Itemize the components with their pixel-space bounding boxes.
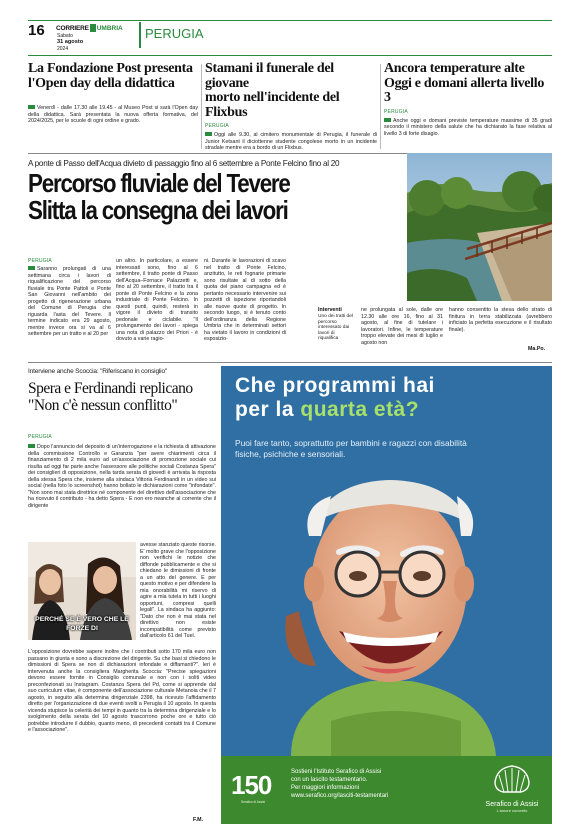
top-story-1-text: Venerdì - dalle 17.30 alle 19.45 - al Museo Post si sarà l'Open day della didattica. Sarà presentata la nuova offerta formativa, del 2024/2025, per le scuole di ogni ordine e grado. [28,105,198,124]
video-screenshot-photo [28,542,136,640]
top-story-2-kicker: PERUGIA [205,123,229,129]
second-text-bottom: L'opposizione dovrebbe sapere inoltre che i contributi sotto 170 mila euro non passano in giunta e sono a discrezione del dirigente. Su che basi si chiedono le dimissioni di Spera se non di dichiarazioni infondate e diffamanti?". Ieri è intervenuta anche la consigliera Margherita Scoccia: "Precise spiegazioni devono essere fornite in Consiglio comunale e non con i soliti video preconfezionati su Instagram. Costanza Spera del Pd, come si apprende dal suo curriculum vitae, è componente dell'associazione culturale Metanoia che il 7 agosto, in seguito alla determina dirigenziale 2398, ha ricevuto l'affidamento diretto per l'organizzazione di due eventi svolti a Perugia il 10 agosto. In questa vicenda stupisce la celerità dei tempi in quanto tra la determina dirigenziale e lo svolgimento della serata del 10 agosto trascorrono poche ore e tutto ciò potrebbe introdurre il dubbio, quanto meno, di precedenti contatti tra il Comune e l'associazione". [28,649,216,733]
second-story [28,364,218,824]
main-col-4: ne prolungata al sole, dalle ore 12.30 alle ore 16, fino al 31 agosto, al fine di tutelare i lavoratori. Infine, le temperature troppo elevate dei mesi di luglio e agosto non [361,307,443,346]
anniversary-150-logo: 150 Serafico di Assisi [231,770,272,804]
main-signature: Ma.Po. [528,346,546,352]
top-story-2 [205,62,377,154]
photo-caption-text: Uno dei tratti del percorso interessato dai lavori di riqualifica [318,314,353,342]
main-story [28,155,552,359]
ad-subtitle: Puoi fare tanto, soprattutto per bambini e ragazzi con disabilità fisiche, psichiche e sensoriali. [235,438,467,459]
top-story-3-text: Anche oggi e domani previste temperature massime di 35 gradi secondo il ministero della salute che ha dichiarato la fase relativa al livello 3 di forte disagio. [384,117,552,137]
second-text-wrap: avesse stanziato queste risorse. E' molto grave che l'opposizione non verifichi le notizie che diffonde pubblicamente e che si chiedano le dimissioni di fronte a un atto del genere. E per questo motivo e per difendere la mia onorabilità mi riservo di agire a mia tutela in tutti i luoghi opportuni, compresi quelli legali". La sindaca ha aggiunto: "Dato che non è mai stata nel direttivo non esiste incompatibilità come previsto dall'articolo 61 del Tuel. [140,542,216,639]
header-day: Sabato [57,33,73,39]
top-story-2-headline: Stamani il funerale del giovane morto nell'incidente del Flixbus [205,61,340,120]
header-date: 31 agosto [57,39,84,45]
serafico-brand-logo: Serafico di Assisi L'amore concreto [477,762,547,820]
main-col-2: un altro. In particolare, a essere interessati sono, fino al 6 settembre, il tratto ponte di Passo dell'Acqua–Fornace Palazzetti e, fino al 20 settembre, il tratto tra il ponte di Ponte Felcino e la zona industriale di Ponte Felcino. In questi punti, quindi, resterà in vigore il divieto di transito pedonale e ciclabile. "Il prolungamento dei lavori - spiega una nota di palazzo dei Priori - è dovuto a varie ragio- [116,258,198,342]
ad-headline: Che programmi hai per la quarta età? [235,374,435,421]
ad-url-link[interactable]: www.serafico.org/lasciti-testamentari [291,793,389,799]
bullet-icon [205,132,212,136]
column-divider [201,64,202,149]
page-header [28,20,552,54]
ad-footer [221,756,552,824]
top-story-1-headline: La Fondazione Post presenta l'Open day della didattica [28,61,193,91]
section-title: PERUGIA [145,26,204,41]
main-col-1: Saranno prolungati di una settimana circa i lavori di riqualificazione del percorso fluviale tra Ponte Pattoli e Ponte San Giovanni nell'ambito del progetto di rigenerazione urbana del Comune di Perugia che riguarda l'asta del Tevere. Il termine indicato era 29 agosto, mentre invece ora si va al 6 settembre per un tratto e al 20 per [28,266,111,337]
top-story-3-headline: Ancora temperature alte Oggi e domani allerta livello 3 [384,61,545,105]
video-caption: PERCHÉ SE È VERO CHE LE FORZE DI [35,616,129,632]
top-story-1 [28,62,198,154]
bullet-icon [28,444,35,448]
serafico-advertisement[interactable] [221,366,552,824]
page-number: 16 [28,22,45,39]
masthead-logo: CORRIERE UMBRIA [56,24,123,32]
river-path-photo [407,153,552,301]
ad-info: Sostieni l'Istituto Serafico di Assisi con un lascito testamentario. Per maggiori informazioni www.serafico.org/lasciti-testamentari [291,768,471,800]
second-headline: Spera e Ferdinandi replicano "Non c'è nessun conflitto" [28,380,193,414]
bullet-icon [28,266,35,270]
section-rule [28,362,552,363]
main-col-5: hanno consentito la stesa dello strato di finitura in terra stabilizzata (avrebbero inficiato la perfetta esecuzione e il risultato finale). [449,307,552,333]
main-headline: Percorso fluviale del Tevere Slitta la consegna dei lavori [28,168,290,225]
second-signature: F.M. [193,817,204,823]
main-overline: A ponte di Passo dell'Acqua divieto di passaggio fino al 6 settembre a Ponte Felcino fino al 20 [28,159,340,168]
smiling-old-man-image [221,466,552,756]
bullet-icon [28,105,35,109]
river-path-illustration [407,153,552,301]
top-story-3 [384,62,552,154]
logo-stripe [90,24,96,32]
second-text-top: Dopo l'annuncio del deposito di un'interrogazione e la richiesta di attivazione della commissione Controllo e Garanzia "per avere chiarimenti circa il finanziamento di 2 mila euro ad un'associazione di promozione sociale cui risulta ad oggi far parte anche l'assessore alle politiche sociali Costanza Spera" dei consiglieri di opposizione, nella tarda serata di giovedì è arrivata la risposta della stessa Spera che, insieme alla sindaca Vittoria Ferdinandi in un video sui social (nella foto lo screenshot) hanno bollato le dichiarazioni come "infondate". "Non sono mai stata direttrice né componente del direttivo dell'associazione che ha ricevuto il contributo - ha detto Spera - E non ero neanche al corrente che il dirigente [28,444,216,509]
main-col-3: ni. Durante le lavorazioni di scavo nel tratto di Ponte Felcino, anzitutto, le reti fognarie primarie sono risultate al di sotto della quota del piano campagna ed è pertanto necessario intervenire sui pozzetti di ispezione riportandoli alle nuove quote di progetto. In secondo luogo, si è tenuto conto dell'ordinanza della Regione Umbria che in determinati settori ha vietato il lavoro in condizioni di esposizio- [204,258,286,342]
second-overline: Interviene anche Scoccia: "Riferiscano in consiglio" [28,368,168,375]
top-story-2-text: Oggi alle 9.30, al cimitero monumentale di Perugia, il funerale di Junior Ketsant il diciottenne studente congolese morto in un incidente stradale mentre era a bordo di un Flixbus. [205,132,377,151]
second-kicker: PERUGIA [28,434,52,440]
header-divider [139,22,141,48]
top-rule [28,20,552,21]
main-kicker: PERUGIA [28,258,52,264]
top-story-3-kicker: PERUGIA [384,108,408,115]
bullet-icon [384,118,391,122]
header-bottom-rule [28,55,552,56]
shell-icon [477,762,547,796]
header-year: 2024 [57,46,69,52]
photo-caption-title: Interventi [318,307,342,313]
column-divider [380,64,381,149]
